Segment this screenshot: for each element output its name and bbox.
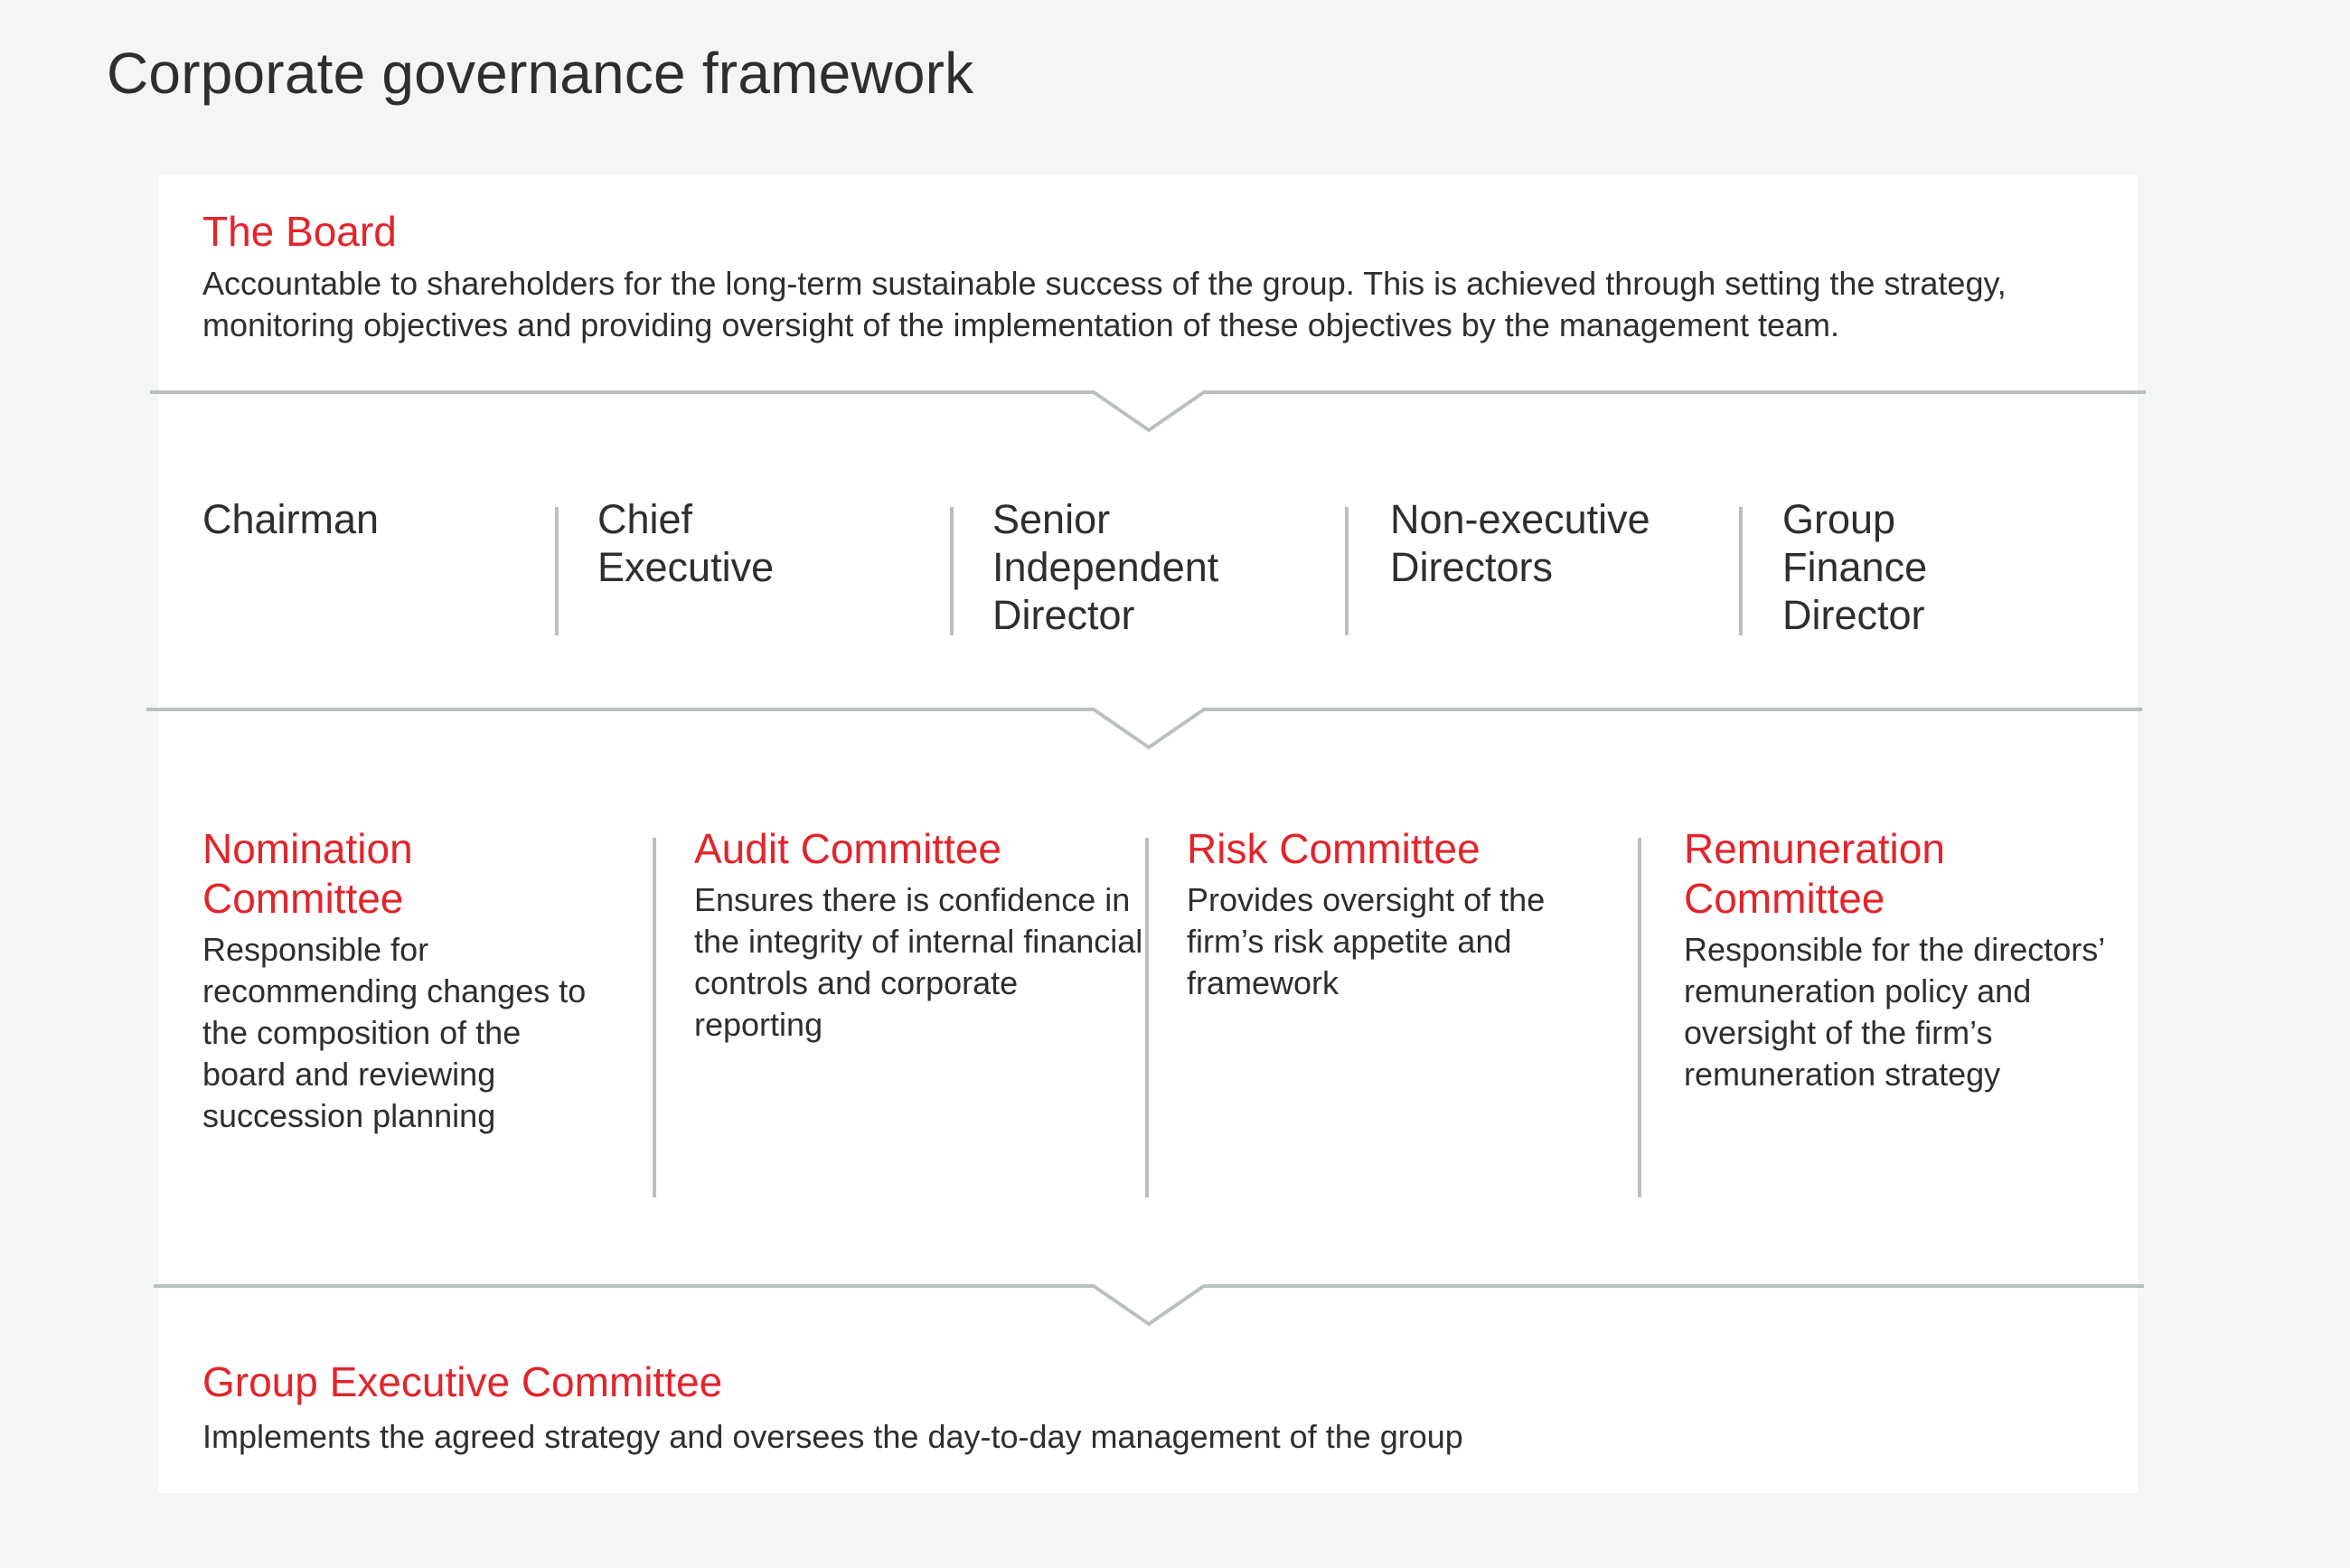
- role-separator: [1345, 507, 1349, 635]
- committee-title: Audit Committee: [694, 825, 1002, 872]
- board-heading: The Board: [202, 208, 397, 255]
- committee-description: Ensures there is confidence in the integrity of internal financial controls and corporate reporting: [694, 881, 1143, 1043]
- role-chairman: Chairman: [202, 496, 380, 542]
- committee-nomination: [202, 824, 600, 1137]
- board-description: Accountable to shareholders for the long-term sustainable success of the group. This is achieved through setting the strategy, monitoring objectives and providing oversight of the implementation of these objectives by the management team.: [202, 265, 2007, 343]
- committee-separator: [653, 838, 656, 1197]
- executive-committee-description: Implements the agreed strategy and oversees the day-to-day management of the group: [202, 1418, 1463, 1455]
- committee-separator: [1145, 838, 1149, 1197]
- role-chief-executive: Chief Executive: [597, 496, 775, 590]
- committee-description: Responsible for the directors’ remuneration policy and oversight of the firm’s remuneration strategy: [1684, 931, 2104, 1093]
- role-group-finance-director: Group Finance Director: [1782, 496, 1928, 638]
- role-separator: [1739, 507, 1743, 635]
- committee-audit: [694, 824, 1146, 1046]
- chevron-divider-committees: [145, 1282, 2151, 1328]
- executive-committee-heading: Group Executive Committee: [202, 1358, 723, 1405]
- role-senior-independent-director: Senior Independent Director: [992, 496, 1219, 638]
- committee-title: Risk Committee: [1187, 825, 1480, 872]
- committee-description: Responsible for recommending changes to the composition of the board and reviewing succession planning: [202, 931, 587, 1134]
- role-non-executive-directors: Non-executive Directors: [1390, 496, 1650, 590]
- chevron-divider-roles: [145, 706, 2151, 751]
- committee-title: Remuneration Committee: [1684, 825, 1945, 922]
- role-separator: [950, 507, 954, 635]
- chevron-divider-board: [145, 389, 2151, 434]
- committee-title: Nomination Committee: [202, 825, 413, 922]
- committee-remuneration: [1684, 824, 2118, 1095]
- committee-separator: [1638, 838, 1641, 1197]
- committee-risk: [1187, 824, 1584, 1004]
- committee-description: Provides oversight of the firm’s risk appetite and framework: [1187, 881, 1546, 1001]
- page-title: Corporate governance framework: [107, 41, 974, 106]
- role-separator: [555, 507, 559, 635]
